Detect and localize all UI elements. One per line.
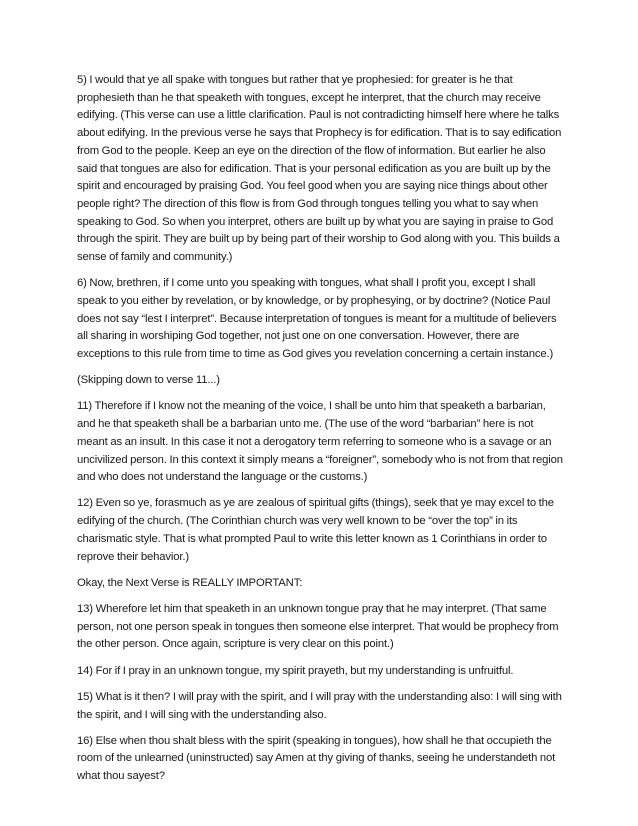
paragraph-verse-6: 6) Now, brethren, if I come unto you speaking with tongues, what shall I profit you, except I shall speak to you either by revelation, or by knowledge, or by prophesying, or by doctrine? (Notice Paul does not say “lest I interpret”. Because interpretation of tongues is meant for a multitude of believers all sharing in worshiping God together, not just one on one conversation. However, there are exceptions to this rule from time to time as God gives you revelation concerning a certain instance.) [77, 277, 557, 361]
paragraph-verse-5: 5) I would that ye all spake with tongues but rather that ye prophesied: for greater is he that prophesieth than he that speaketh with tongues, except he interpret, that the church may receive edifying. (This verse can use a little clarification. Paul is not contradicting himself here where he talks about edifying. In the previous verse he says that Prophecy is for edification. That is to say edification from God to the people. Keep an eye on the direction of the flow of information. But earlier he also said that tongues are also for edification. That is your personal edification as you are built up by the spirit and encouraged by praising God. You feel good when you are saying nice things about other people right? The direction of this flow is from God through tongues telling you what to say when speaking to God. So when you interpret, others are built up by what you are saying in praise to God through the spirit. They are built up by being part of their worship to God along with you. This builds a sense of family and community.) [77, 74, 562, 264]
paragraph-important-note: Okay, the Next Verse is REALLY IMPORTANT: [77, 576, 303, 589]
paragraph-verse-16: 16) Else when thou shalt bless with the spirit (speaking in tongues), how shall he that occupieth the room of the unlearned (uninstructed) say Amen at thy giving of thanks, seeing he understandeth not what thou sayest? [77, 734, 556, 783]
paragraph-verse-13: 13) Wherefore let him that speaketh in an unknown tongue pray that he may interpret. (That same person, not one person speak in tongues then someone else interpret. That would be prophecy from the other person. Once again, scripture is very clear on this point.) [77, 602, 559, 651]
paragraph-skip-note: (Skipping down to verse 11...) [77, 374, 220, 387]
paragraph-verse-14: 14) For if I pray in an unknown tongue, my spirit prayeth, but my understanding is unfruitful. [77, 664, 514, 677]
paragraph-verse-15: 15) What is it then? I will pray with the spirit, and I will pray with the understanding also: I will sing with the spirit, and I will sing with the understanding also. [77, 690, 562, 721]
paragraph-verse-11: 11) Therefore if I know not the meaning of the voice, I shall be unto him that speaketh a barbarian, and he that speaketh shall be a barbarian unto me. (The use of the word “barbarian” here is not meant as an insult. In this case it not a derogatory term referring to someone who is a savage or an uncivilized person. In this context it simply means a “foreigner”, somebody who is not from that region and who does not understand the language or the customs.) [77, 400, 563, 484]
document-page [77, 72, 563, 794]
paragraph-verse-12: 12) Even so ye, forasmuch as ye are zealous of spiritual gifts (things), seek that ye may excel to the edifying of the church. (The Corinthian church was very well known to be “over the top” in its charismatic style. That is what prompted Paul to write this letter known as 1 Corinthians in order to reprove their behavior.) [77, 497, 554, 563]
